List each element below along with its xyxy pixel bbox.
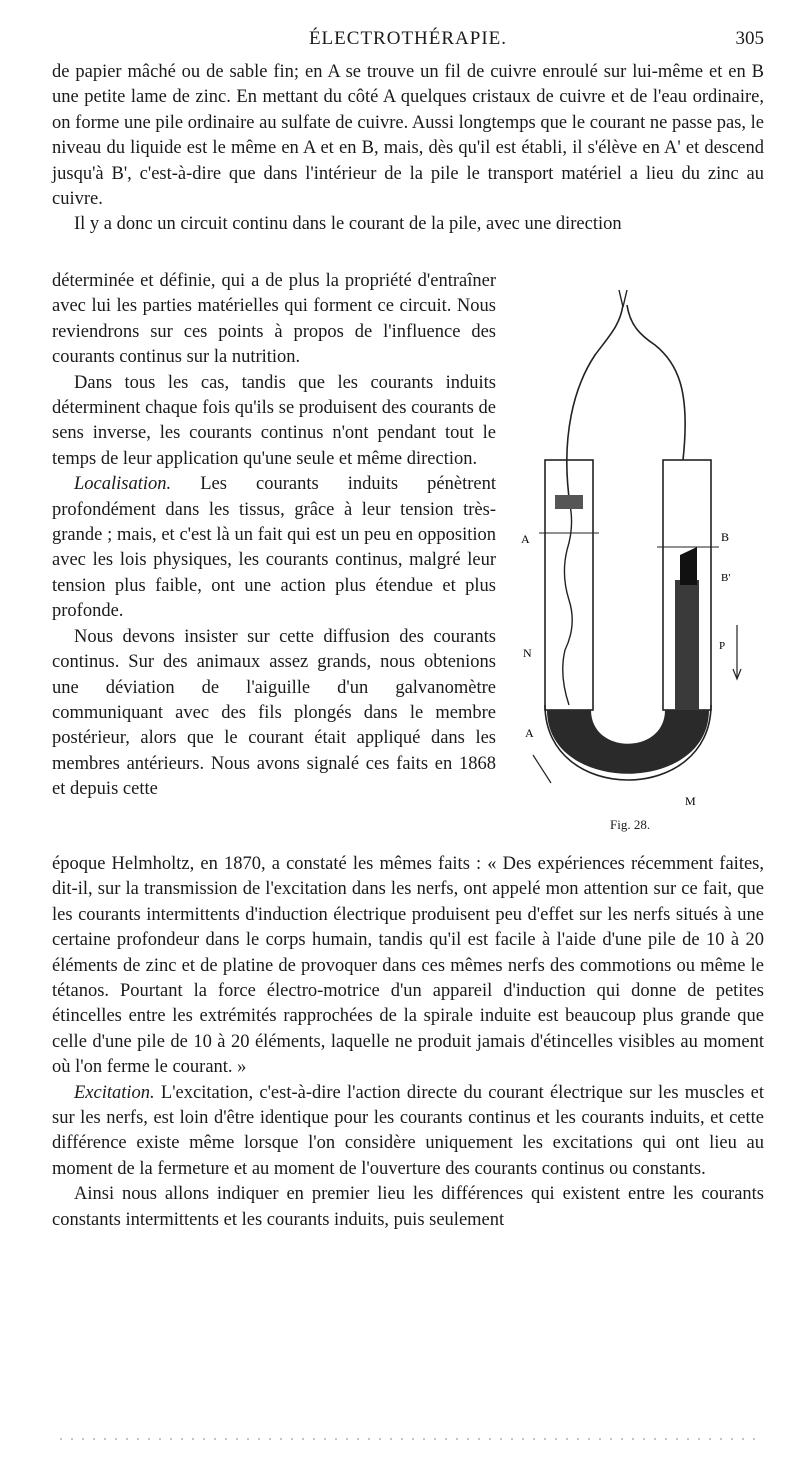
scan-artifact-dots xyxy=(60,1436,760,1442)
paragraph-continuation: de papier mâché ou de sable fin; en A se trouve un fil de cuivre enroulé sur lui-même et en B une petite lame de zinc. En mettant du côté A quelques cristaux de cuivre et de l'eau ordinaire, on forme une pile ordinaire au sulfate de cuivre. Aussi longtemps que le courant ne passe pas, le niveau du liquide est le même en A et en B, mais, dès qu'il est établi, il s'élève en A' et descend jusqu'à B', c'est-à-dire que dans l'intérieur de la pile le transport matériel a lieu du zinc au cuivre. xyxy=(52,62,764,210)
u-tube-illustration xyxy=(515,285,755,825)
paragraph-helmholtz: époque Helmholtz, en 1870, a constaté les mêmes faits : « Des expériences récemment faites, dit-il, sur la transmission de l'excitation dans les nerfs, ont appelé mon attention sur ce fait, que les courants intermittents d'induction électrique produisent peu d'effet sur les nerfs situés à une certaine profondeur dans le corps humain, tandis qu'il est facile à l'aide d'une pile de 10 à 20 éléments de zinc et de platine de provoquer dans ces mêmes nerfs des commotions ou même le tétanos. Pourtant la force électro-motrice d'un appareil d'induction qui donne de petites étincelles entre les extrémités rapprochées de la spirale induite est beaucoup plus grande que celle d'une pile de 10 à 20 éléments, laquelle ne produit jamais d'étincelles visibles au moment où l'on ferme le courant. » xyxy=(52,854,764,1078)
paragraph-circuit: déterminée et définie, qui a de plus la propriété d'entraîner avec lui les parties matérielles qui forment ce circuit. Nous reviendrons sur ces points à propos de l'influence des courants continus sur la nutrition. xyxy=(52,271,496,368)
excitation-text: L'excitation, c'est-à-dire l'action directe du courant électrique sur les muscles et sur les nerfs, est loin d'être identique pour les courants continus et les courants induits, et cette différence existe même lorsque l'on considère uniquement les excitations qui ont lieu au moment de la fermeture et au moment de l'ouverture des courants continus ou constants. xyxy=(52,1082,764,1179)
localisation-text: Les courants induits pénètrent profondément dans les tissus, grâce à leur tension très-grande ; mais, et c'est là un fait qui est un peu en opposition avec les lois physiques, les courants continus, malgré leur tension plus faible, ont une action plus étendue et plus profonde. xyxy=(52,474,496,622)
label-A-prime: A xyxy=(525,726,534,740)
paragraph-localisation xyxy=(52,472,496,624)
body-text-top xyxy=(52,60,764,238)
label-B: B xyxy=(721,530,730,544)
body-text-bottom xyxy=(52,852,764,1233)
heading-localisation: Localisation. xyxy=(74,474,172,495)
paragraph-differences: Ainsi nous allons indiquer en premier lieu les différences qui existent entre les courants constants intermittents et les courants induits, puis seulement xyxy=(52,1184,764,1230)
label-B-prime: B' xyxy=(721,572,731,584)
label-P: P xyxy=(719,640,726,652)
page-header xyxy=(52,28,764,58)
label-M: M xyxy=(685,794,696,808)
page-number: 305 xyxy=(735,28,764,49)
running-title: ÉLECTROTHÉRAPIE. xyxy=(308,28,508,49)
label-N: N xyxy=(523,646,532,660)
figure-caption: Fig. 28. xyxy=(610,817,651,832)
figure-u-tube xyxy=(515,285,755,845)
paragraph-diffusion: Nous devons insister sur cette diffusion des courants continus. Sur des animaux assez grands, nous obtenions une déviation de l'aiguille d'un galvanomètre communiquant avec des fils plongés dans le membre postérieur, alors que le courant était appliqué dans les membres antérieurs. Nous avons signalé ces faits en 1868 et depuis cette xyxy=(52,626,496,800)
paragraph-circuit-intro: Il y a donc un circuit continu dans le courant de la pile, avec une direction xyxy=(74,214,622,235)
paragraph-excitation xyxy=(52,1081,764,1183)
heading-excitation: Excitation. xyxy=(74,1082,155,1103)
paragraph-direction: Dans tous les cas, tandis que les courants induits déterminent chaque fois qu'ils se produisent des courants de sens inverse, les courants continus n'ont pendant tout le temps de leur application qu'une seule et même direction. xyxy=(52,372,496,469)
label-A: A xyxy=(521,532,530,546)
